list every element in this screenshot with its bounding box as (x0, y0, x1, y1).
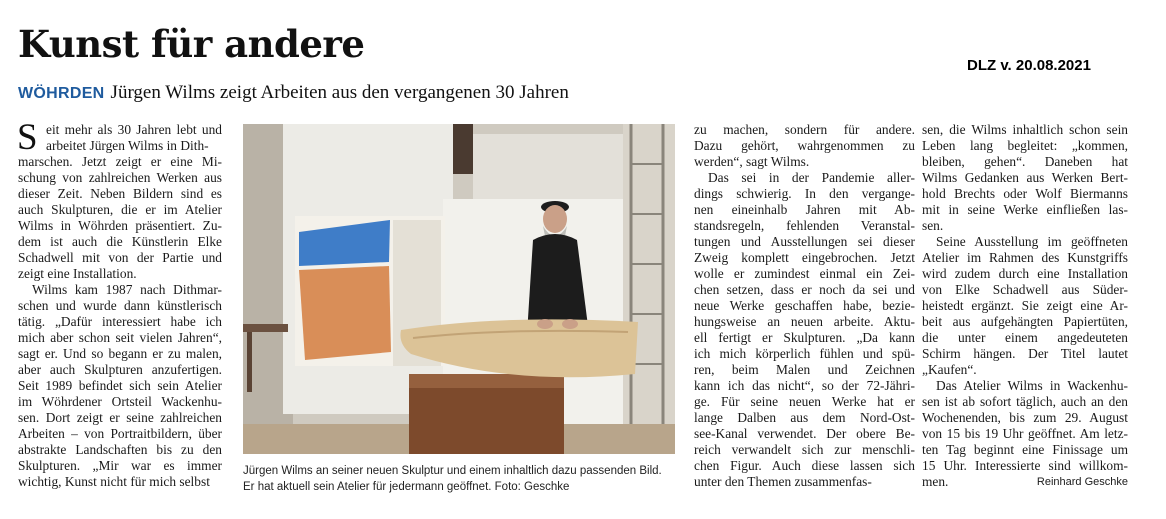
text-line: Wochenenden, bis zum 29. August (922, 410, 1128, 425)
text-line: heistedt ergänzt. Sie zeigt eine Ar- (922, 298, 1128, 313)
text-line: abstrakte Landschaften bis zu den (18, 442, 222, 457)
text-line: chen Figur. Auch diese lassen sich (694, 458, 915, 473)
text-line: marschen. Jetzt zeigt er eine Mi- (18, 154, 222, 169)
text-line: sagt er. Und so begann er zu malen, (18, 346, 222, 361)
photo-caption: Jürgen Wilms an seiner neuen Skulptur und einem inhaltlich dazu passenden Bild. Er hat aktuell sein Atelier für jedermann geöffnet. Foto: Geschke (243, 465, 662, 493)
text-line: wichtig, Kunst nicht für mich selbst (18, 474, 210, 489)
author-name: Reinhard Geschke (1036, 476, 1128, 488)
location-kicker: WÖHRDEN (18, 85, 105, 102)
text-line: sen, die Wilms inhaltlich schon sein (922, 122, 1128, 137)
text-line: men. Reinhard Geschke (922, 474, 1128, 489)
text-line: wird zudem durch eine Installation (922, 266, 1128, 281)
article-photo (243, 124, 675, 454)
source-label: DLZ v. 20.08.2021 (967, 57, 1091, 74)
text-line: Schirm hängen. Der Titel lautet (922, 346, 1128, 361)
text-line: mich aber schon seit vielen Jahren“, (18, 330, 222, 345)
column-3 (694, 122, 915, 490)
text-line: hold Brechts oder Wolf Biermanns (922, 186, 1128, 201)
text-line: ich mich körperlich fühlen und spü- (694, 346, 915, 361)
column-1-intro (46, 122, 222, 154)
text-line: Das Atelier Wilms in Wackenhu- (936, 378, 1128, 393)
text-line: unter den Themen zusammenfas- (694, 474, 872, 489)
text-line: dings schwierig. In den vergange- (694, 186, 915, 201)
text-line: standsregeln, fehlenden Veranstal- (694, 218, 915, 233)
text-line: Atelier im Rahmen des Kunstgriffs (922, 250, 1128, 265)
text-line: Skulpturen. „Mir war es immer (18, 458, 222, 473)
text-line: beit aus aufgehängten Papiertüten, (922, 314, 1128, 329)
artist-in-atelier-image (243, 124, 675, 454)
text-line: im Wöhrdener Ortsteil Wackenhu- (18, 394, 222, 409)
text-line: „Kaufen“. (922, 362, 977, 377)
text-line: Wilms in Wöhrden präsentiert. Zu- (18, 218, 222, 233)
text-line: chen setzen, dass er noch da sei und (694, 282, 915, 297)
drop-cap: S (17, 117, 38, 158)
text-line: Leben lang begleitet: „kommen, (922, 138, 1128, 153)
text-line: tätig. „Dafür interessiert habe ich (18, 314, 222, 329)
text-line: tungen und Ausstellungen sei dieser (694, 234, 915, 249)
text-line: kann ich das nicht“, so der 72-Jähri- (694, 378, 915, 393)
subheadline (18, 82, 569, 104)
text-line: bleiben, gehen“. Daneben hat (922, 154, 1128, 169)
text-line: see-Kanal verwendet. Der obere Be- (694, 426, 915, 441)
text-line: die unter einem angedeuteten (922, 330, 1128, 345)
text-line: Arbeiten – von Portraitbildern, über (18, 426, 222, 441)
text-line: zu machen, sondern für andere. (694, 122, 915, 137)
text-line: lange Dalben aus dem Nord-Ost- (694, 410, 915, 425)
text-line: arbeitet Jürgen Wilms in Dith- (46, 138, 209, 153)
text-line: Schadwell mit von der Partie und (18, 250, 222, 265)
text-line: von 15 bis 19 Uhr geöffnet. Am letz- (922, 426, 1128, 441)
text-line: 15 Uhr. Interessierte sind willkom- (922, 458, 1128, 473)
text-line: von Elke Schadwell aus Süder- (922, 282, 1128, 297)
text-line: dem ist auch die Künstlerin Elke (18, 234, 222, 249)
text-line: dieser Zeit. Neben Bildern sind es (18, 186, 222, 201)
column-4 (922, 122, 1128, 490)
text-line: Seit 1989 befindet sich sein Atelier (18, 378, 222, 393)
text-line: Wilms kam 1987 nach Dithmar- (32, 282, 222, 297)
text-line: nen eineinhalb Jahren mit Ab- (694, 202, 915, 217)
text-line: eit mehr als 30 Jahren lebt und (46, 122, 222, 137)
text-line: hungsweise an neuen arbeite. Aktu- (694, 314, 915, 329)
subheadline-text: Jürgen Wilms zeigt Arbeiten aus den vergangenen 30 Jahren (110, 82, 569, 103)
article-headline: Kunst für andere (18, 22, 365, 66)
text-line: aber auch Skulpturen anzufertigen. (18, 362, 222, 377)
text-line: zeigt eine Installation. (18, 266, 137, 281)
text-line: schen und wurde dann künstlerisch (18, 298, 222, 313)
text-line: ren, beim Malen und Zeichnen (694, 362, 915, 377)
text-line: sen ist ab sofort täglich, auch an den (922, 394, 1128, 409)
column-1 (18, 154, 222, 490)
text-line: Das sei in der Pandemie aller- (708, 170, 915, 185)
text-line: sen. Dort zeigt er seine zahlreichen (18, 410, 222, 425)
text-line: sen. (922, 218, 944, 233)
text-line: Zweig komplett eingebrochen. Jetzt (694, 250, 915, 265)
text-line: werden“, sagt Wilms. (694, 154, 810, 169)
text-line: mit in seine Werke einfließen las- (922, 202, 1128, 217)
text-line: schung von zahlreichen Werken aus (18, 170, 222, 185)
text-line: wolle er zumindest einmal ein Zei- (694, 266, 915, 281)
text-line: Dazu gehört, wahrgenommen zu (694, 138, 915, 153)
text-line: ge. Für seine neuen Werke hat er (694, 394, 915, 409)
text-line: neue Werke geschaffen habe, bezie- (694, 298, 915, 313)
text-line: ell fertigt er Skulpturen. „Da kann (694, 330, 915, 345)
text-line: ten Tag beginnt eine Finissage um (922, 442, 1128, 457)
text-line: reich verwandelt sich zur menschli- (694, 442, 915, 457)
text-line: Wilms Gedanken aus Werken Bert- (922, 170, 1128, 185)
text-line: auch Skulpturen, die er im Atelier (18, 202, 222, 217)
text-line: Seine Ausstellung im geöffneten (936, 234, 1128, 249)
